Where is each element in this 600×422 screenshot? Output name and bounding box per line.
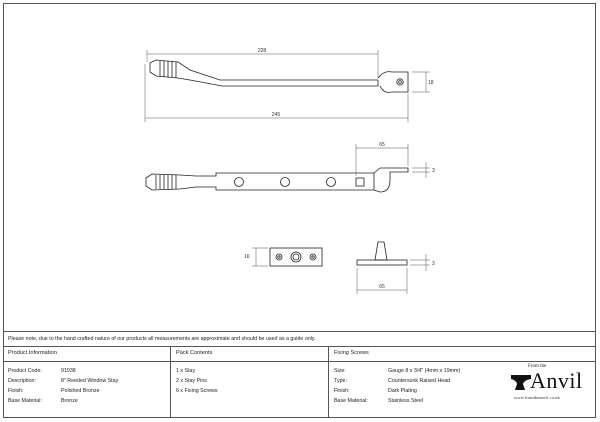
base-material-label: Base Material: (8, 398, 42, 404)
screw-material-value: Stainless Steel (388, 398, 424, 404)
divider-table-top (3, 346, 596, 347)
base-material-value: Bronze (61, 398, 78, 404)
product-code-value: 91938 (61, 368, 76, 374)
divider-top (3, 331, 596, 332)
stay-top-view (146, 168, 408, 192)
logo-top-text: From the (528, 364, 547, 369)
divider-col-2 (328, 346, 329, 418)
screw-type-value: Countersunk Raised Head (388, 378, 451, 384)
anvil-icon (510, 372, 532, 392)
divider-col-1 (170, 346, 171, 418)
stay-plate-view (270, 248, 322, 266)
dim-top-upper: 228 (257, 48, 267, 54)
pack-item: 2 x Stay Pins (176, 378, 207, 384)
pack-item: 1 x Stay (176, 368, 196, 374)
screw-finish-label: Finish: (334, 388, 350, 394)
product-code-label: Product Code: (8, 368, 42, 374)
finish-label: Finish: (8, 388, 24, 394)
description-value: 8" Reeded Window Stay (61, 378, 119, 384)
dim-plate-height: 16 (244, 254, 250, 260)
product-info-title: Product Information (8, 350, 57, 356)
dim-pin-width: 65 (379, 284, 385, 290)
screw-type-label: Type: (334, 378, 347, 384)
screw-finish-value: Dark Plating (388, 388, 417, 394)
dim-pin-height: 3 (432, 261, 435, 267)
pack-contents-title: Pack Contents (176, 350, 213, 356)
pack-item: 6 x Fixing Screws (176, 388, 218, 394)
logo-wordmark: Anvil (530, 368, 583, 393)
dim-mid-width: 65 (379, 142, 385, 148)
screw-size-value: Gauge 8 x 3/4" (4mm x 19mm) (388, 368, 461, 374)
screw-size-label: Size: (334, 368, 346, 374)
from-the-anvil-logo (508, 362, 588, 406)
dim-top-lower: 245 (271, 112, 281, 118)
measurement-note: Please note, due to the hand crafted nature of our products all measurements are approximate and should be used as a guide only. (8, 336, 316, 342)
logo-url: www.fromtheanvil.co.uk (514, 395, 560, 400)
stay-side-view (150, 60, 408, 92)
screw-material-label: Base Material: (334, 398, 368, 404)
dim-mid-height: 3 (432, 168, 435, 174)
description-label: Description: (8, 378, 36, 384)
dim-top-height: 18 (428, 80, 434, 86)
stay-pin-view (357, 242, 407, 265)
fixing-screws-title: Fixing Screws (334, 350, 369, 356)
finish-value: Polished Bronze (61, 388, 100, 394)
